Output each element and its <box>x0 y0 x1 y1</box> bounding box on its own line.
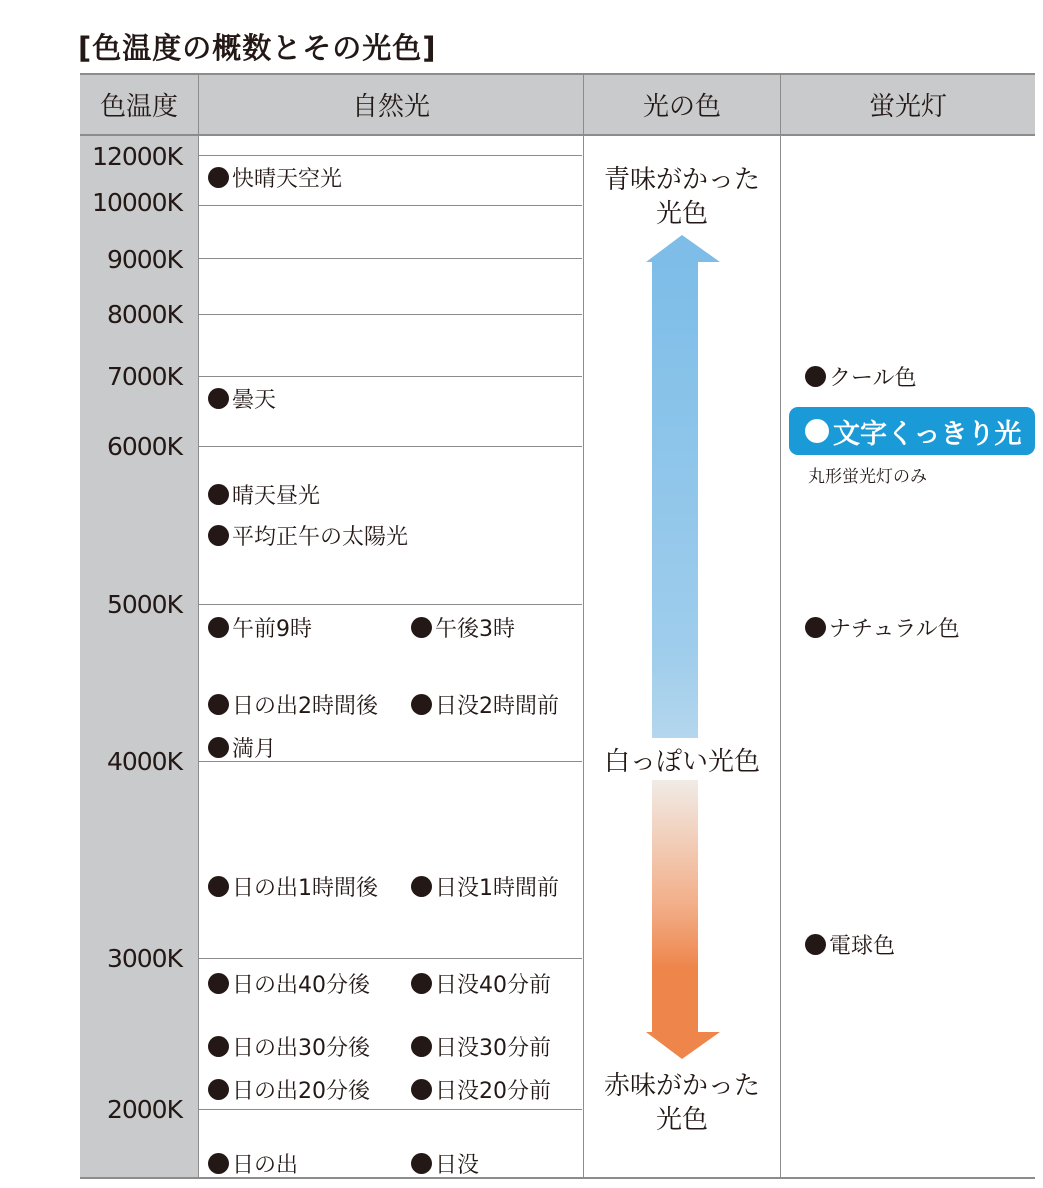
bullet-icon <box>805 934 826 955</box>
gridline-6000 <box>198 446 582 447</box>
gridline-9000 <box>198 258 582 259</box>
natural-item: 満月 <box>208 732 276 763</box>
natural-item: 平均正午の太陽光 <box>208 520 408 551</box>
bullet-icon <box>208 1153 229 1174</box>
natural-item: 日没30分前 <box>411 1031 551 1062</box>
natural-item: 日の出2時間後 <box>208 689 378 720</box>
bullet-icon <box>208 167 229 188</box>
temp-label-4000: 4000K <box>106 747 182 776</box>
natural-item: 快晴天空光 <box>208 162 342 193</box>
bullet-icon <box>411 694 432 715</box>
header-divider <box>80 134 1035 136</box>
natural-item: 曇天 <box>208 383 276 414</box>
bullet-icon <box>411 1079 432 1100</box>
bullet-icon <box>208 617 229 638</box>
bullet-icon <box>411 1153 432 1174</box>
gridline-10000 <box>198 205 582 206</box>
natural-item: 午前9時 <box>208 612 312 643</box>
bullet-icon <box>805 366 826 387</box>
bullet-icon <box>208 388 229 409</box>
bullet-icon <box>208 876 229 897</box>
bullet-icon <box>208 973 229 994</box>
natural-item: 日の出20分後 <box>208 1074 370 1105</box>
temp-label-3000: 3000K <box>106 944 182 973</box>
temp-label-10000: 10000K <box>92 188 182 217</box>
bullet-icon <box>411 973 432 994</box>
temp-label-8000: 8000K <box>106 300 182 329</box>
fluorescent-cool: クール色 <box>805 361 917 392</box>
whitish-label: 白っぽい光色 <box>603 747 760 777</box>
bullet-icon <box>208 1079 229 1100</box>
bullet-icon <box>411 876 432 897</box>
natural-item: 日没20分前 <box>411 1074 551 1105</box>
gridline-7000 <box>198 376 582 377</box>
natural-item: 日没 <box>411 1148 479 1179</box>
temperature-column-bg <box>80 136 198 1178</box>
natural-item: 日の出1時間後 <box>208 871 378 902</box>
natural-item: 日没1時間前 <box>411 871 559 902</box>
header-temperature: 色温度 <box>80 75 198 134</box>
highlight-note: 丸形蛍光灯のみ <box>808 467 927 487</box>
header-fluorescent: 蛍光灯 <box>781 75 1035 134</box>
bullet-icon <box>208 737 229 758</box>
natural-item: 晴天昼光 <box>208 479 320 510</box>
gridline-12000 <box>198 155 582 156</box>
bullet-icon <box>411 1036 432 1057</box>
header-light-color: 光の色 <box>584 75 780 134</box>
color-gradient-arrow-icon <box>584 230 780 1065</box>
fluorescent-natural: ナチュラル色 <box>805 612 960 643</box>
natural-item: 日の出 <box>208 1148 298 1179</box>
temp-label-7000: 7000K <box>106 362 182 391</box>
gridline-8000 <box>198 314 582 315</box>
column-divider <box>198 75 199 1178</box>
bullet-icon <box>208 525 229 546</box>
fluorescent-bulb: 電球色 <box>805 929 895 960</box>
diagram-title: [色温度の概数とその光色] <box>78 31 437 65</box>
gridline-5000 <box>198 604 582 605</box>
temp-label-6000: 6000K <box>106 432 182 461</box>
temp-label-9000: 9000K <box>106 245 182 274</box>
gridline-2000 <box>198 1109 582 1110</box>
fluorescent-highlight-badge: 文字くっきり光 <box>789 407 1035 455</box>
gridline-3000 <box>198 958 582 959</box>
bullet-icon <box>411 617 432 638</box>
white-bullet-icon <box>805 419 829 443</box>
temp-label-2000: 2000K <box>106 1095 182 1124</box>
natural-item: 日没2時間前 <box>411 689 559 720</box>
bullet-icon <box>208 484 229 505</box>
natural-item: 午後3時 <box>411 612 515 643</box>
bullet-icon <box>805 617 826 638</box>
natural-item: 日の出30分後 <box>208 1031 370 1062</box>
bullet-icon <box>208 694 229 715</box>
bullet-icon <box>208 1036 229 1057</box>
temp-label-12000: 12000K <box>92 142 182 171</box>
reddish-label: 赤味がかった 光色 <box>603 1071 760 1135</box>
bluish-label: 青味がかった 光色 <box>603 165 760 229</box>
natural-item: 日没40分前 <box>411 968 551 999</box>
header-natural-light: 自然光 <box>199 75 583 134</box>
column-divider <box>780 75 781 1178</box>
temp-label-5000: 5000K <box>106 590 182 619</box>
natural-item: 日の出40分後 <box>208 968 370 999</box>
